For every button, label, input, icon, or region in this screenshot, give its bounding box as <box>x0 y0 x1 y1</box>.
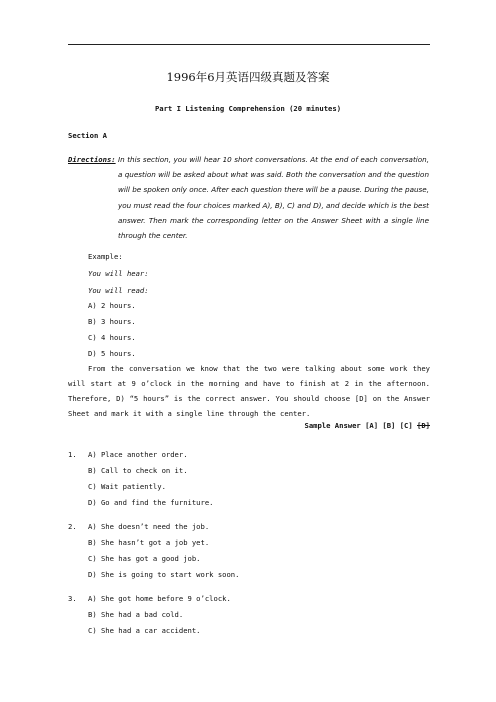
example-choice: D) 5 hours. <box>88 349 136 358</box>
example-choice: B) 3 hours. <box>88 317 136 326</box>
sample-answer <box>305 418 431 433</box>
question-choice: C) She had a car accident. <box>88 626 201 635</box>
directions-text: In this section, you will hear 10 short conversations. At the end of each conversation, a question will be asked about what was said. Both the conversation and the question will be spoken only once. After each question there will be a pause. During the pause, you must read the four choices marked A), B), C) and D), and decide which is the best answer. Then mark the corresponding letter on the Answer Sheet with a single line through the center. <box>118 155 429 241</box>
question-number: 1. <box>68 450 77 459</box>
question-choice: A) Place another order. <box>88 450 188 459</box>
directions-label: Directions: <box>68 155 116 164</box>
example-choice: A) 2 hours. <box>88 301 136 310</box>
question-choice: B) Call to check on it. <box>88 466 188 475</box>
question-number: 2. <box>68 522 77 531</box>
example-read-label: You will read: <box>88 286 149 295</box>
section-heading: Section A <box>68 131 107 140</box>
example-choice: C) 4 hours. <box>88 333 136 342</box>
example-hear-label: You will hear: <box>88 269 149 278</box>
question-choice: A) She doesn’t need the job. <box>88 522 210 531</box>
page-title: 1996年6月英语四级真题及答案 <box>166 70 330 84</box>
part-heading: Part I Listening Comprehension (20 minutes) <box>154 104 342 113</box>
question-choice: A) She got home before 9 o’clock. <box>88 594 231 603</box>
question-choice: D) She is going to start work soon. <box>88 570 240 579</box>
question-choice: B) She hasn’t got a job yet. <box>88 538 210 547</box>
question-choice: C) She has got a good job. <box>88 554 201 563</box>
sample-answer-marked: [D] <box>417 421 430 430</box>
example-explanation: From the conversation we know that the two were talking about some work they will start at 9 o’clock in the morning and have to finish at 2 in the afternoon. Therefore, D) “5 hours” is the correct answer. You should choose [D] on the Answer Sheet and mark it with a single line through the center. <box>68 364 430 418</box>
question-choice: B) She had a bad cold. <box>88 610 184 619</box>
question-choice: D) Go and find the furniture. <box>88 498 214 507</box>
sample-answer-label: Sample Answer [A] [B] [C] <box>304 421 413 430</box>
question-choice: C) Wait patiently. <box>88 482 166 491</box>
header-rule <box>68 44 430 45</box>
question-number: 3. <box>68 594 77 603</box>
example-label: Example: <box>88 252 123 261</box>
